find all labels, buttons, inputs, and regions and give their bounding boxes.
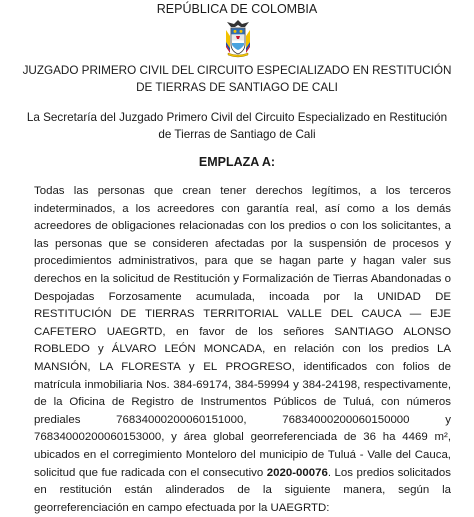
case-number: 2020-00076 [266, 466, 328, 479]
court-title: JUZGADO PRIMERO CIVIL DEL CIRCUITO ESPECIALIZADO EN RESTITUCIÓN DE TIERRAS DE SANTIAGO DE CALI [22, 64, 452, 94]
colombia-coat-of-arms-icon [223, 18, 253, 58]
body-text-part-1: Todas las personas que crean tener derechos legítimos, a los terceros indeterminados, a los acreedores con garantía real, así como a los demás acreedores de obligaciones relacionadas con los predios o con los solicitantes, a las personas que se consideren afectadas por la suspensión de procesos y procedimientos administrativos, para que se hagan parte y hagan valer sus derechos en la solicitud de Restitución y Formalización de Tierras Abandonadas o Despojadas Forzosamente acumulada, incoada por la UNIDAD DE RESTITUCIÓN DE TIERRAS TERRITORIAL VALLE DEL CAUCA — EJE CAFETERO UAEGRTD, en favor de los señores SANTIAGO ALONSO ROBLEDO y ÁLVARO LEÓN MONCADA, en relación con los predios LA MANSIÓN, LA FLORESTA y EL PROGRESO, identificados con folios de matrícula inmobiliaria Nos. 384-69174, 384-59994 y 384-24198, respectivamente, de la Oficina de Registro de Instrumentos Públicos de Tuluá, con números prediales 76834000200060151000, 76834000200060150000 y 76834000200060153000, y área global georreferenciada de 36 ha 4469 m², ubicados en el corregimiento Monteloro del municipio de Tuluá - Valle del Cauca, solicitud que fue radicada con el consecutivo [34, 185, 451, 479]
summons-body [34, 183, 451, 517]
country-heading: REPÚBLICA DE COLOMBIA [156, 2, 318, 16]
summons-heading: EMPLAZA A: [198, 155, 276, 169]
secretary-line: La Secretaría del Juzgado Primero Civil del Circuito Especializado en Restitución de Tierras de Santiago de Cali [26, 111, 448, 141]
body-text-part-2: . Los predios solicitados en restitución están alinderados de la siguiente manera, según la georreferenciación en campo efectuada por la UAEGRTD: [34, 466, 451, 514]
